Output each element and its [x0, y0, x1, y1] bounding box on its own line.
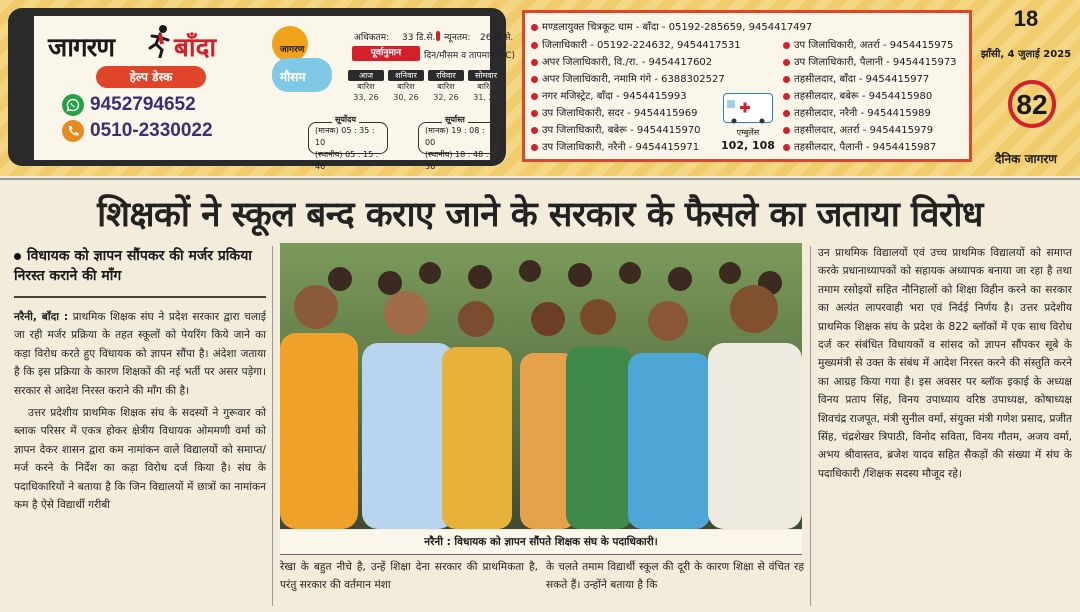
contact-row	[531, 124, 701, 137]
weather-widget	[268, 22, 515, 171]
forecast-text: दिन/मौसम व तापमान (°C)	[424, 51, 515, 61]
sunset-local: (स्थानीय) 18 : 48 : 36	[425, 150, 489, 171]
bullet-dot	[783, 76, 790, 83]
sunset-label: सूर्यास्त	[442, 114, 468, 125]
contact-text: उप जिलाधिकारी, अतर्रा - 9454415975	[794, 40, 954, 51]
contact-text: उप जिलाधिकारी, नरैनी - 9454415971	[542, 142, 700, 153]
bullet-dot	[783, 144, 790, 151]
contact-text: तहसीलदार, अतर्रा - 9454415979	[794, 125, 934, 136]
whatsapp-row	[62, 92, 196, 118]
forecast-badge: पूर्वानुमान	[352, 46, 420, 61]
photo-caption: नरैनी : विधायक को ज्ञापन सौंपते शिक्षक संघ के पदाधिकारी।	[280, 530, 802, 554]
column-rule	[272, 246, 273, 606]
max-value: 33 डि.से.	[402, 33, 436, 43]
bullet-dot	[531, 42, 538, 49]
bullet-dot	[783, 42, 790, 49]
contact-text: उप जिलाधिकारी, बबेरू - 9454415970	[542, 125, 701, 136]
bullet-dot	[14, 253, 21, 260]
forecast-day	[428, 70, 464, 103]
paragraph-text: उत्तर प्रदेशीय प्राथमिक शिक्षक संघ के सदस्यों ने गुरूवार को ब्लाक परिसर में एकत्र होकर क्षेत्रीय विधायक ओममणी वर्मा को ज्ञापन देकर शासन द्वारा कम नामांकन वाले विद्यालयों को समाप्त/मर्ज करने के निर्देश का कड़ा विरोध दर्ज किया है। संघ के पदाधिकारियों ने बताया है कि जिन विद्यालयों में छात्रों का नामांकन कम है ऐसे विद्यार्थी गरीबी	[14, 407, 266, 512]
ambulance-icon	[723, 93, 773, 123]
sunrise-local: (स्थानीय) 05 : 15 : 46	[315, 150, 379, 171]
phone-row	[62, 118, 213, 144]
paragraph-text: के चलते तमाम विद्यार्थी स्कूल की दूरी के कारण शिक्षा से वंचित रह सकते हैं। उन्होंने बताया है कि	[546, 561, 804, 592]
min-label: न्यूनतम:	[444, 33, 471, 43]
sunrise-box	[308, 122, 388, 171]
ambulance-numbers: 102, 108	[721, 139, 775, 152]
contact-row	[531, 141, 699, 154]
helpdesk-inner	[34, 16, 515, 171]
dateline: नरैनी, बाँदा :	[14, 311, 69, 323]
sunrise-label: सूर्योदय	[332, 114, 359, 125]
weather-jagran: जागरण	[280, 45, 305, 55]
column-rule	[810, 246, 811, 606]
bullet-dot	[531, 93, 538, 100]
thermometer-icon	[436, 31, 440, 41]
contact-row	[783, 39, 953, 52]
paragraph	[14, 308, 266, 400]
ambulance-block	[719, 89, 777, 159]
contact-row	[531, 56, 712, 69]
ambulance-label: एम्बुलेंस	[736, 128, 760, 137]
day-cond: बारिश	[357, 82, 375, 91]
forecast-day	[388, 70, 424, 103]
paragraph	[14, 404, 266, 514]
day-temp: 31, 26	[473, 93, 499, 102]
runner-icon	[146, 24, 174, 58]
caption-rule	[280, 554, 802, 555]
contact-text: मण्डलायुक्त चित्रकूट धाम - बाँदा - 05192-285659, 9454417497	[542, 22, 813, 33]
paragraph-text: रेखा के बहुत नीचे है, उन्हें शिक्षा देना सरकार की प्राथमिकता है, परंतु सरकार की वर्तमान मंशा	[280, 561, 538, 592]
sunset-std: (मानक) 19 : 08 : 00	[425, 126, 485, 147]
brand-jagran: जागरण	[48, 33, 115, 63]
whatsapp-number: 9452794652	[90, 94, 196, 115]
day-name: सोमवार	[468, 70, 504, 81]
paper-name: दैनिक जागरण	[995, 152, 1057, 166]
issue-date: झाँसी, 4 जुलाई 2025	[980, 49, 1072, 60]
article-column-1	[14, 308, 266, 514]
bullet-dot	[783, 93, 790, 100]
contact-row	[783, 90, 932, 103]
header-divider	[0, 178, 1080, 180]
day-name: रविवार	[428, 70, 464, 81]
photo-illustration	[280, 243, 802, 529]
helpdesk-panel	[8, 8, 515, 171]
day-cond: बारिश	[437, 82, 455, 91]
bullet-dot	[531, 144, 538, 151]
contact-text: तहसीलदार, पैलानी - 9454415987	[794, 142, 937, 153]
bullet-dot	[531, 127, 538, 134]
forecast-day	[468, 70, 504, 103]
logo-number: 82	[1016, 89, 1048, 120]
whatsapp-icon	[62, 94, 84, 116]
min-value: 26 डि.से.	[480, 33, 514, 43]
bullet-dot	[531, 24, 538, 31]
anniversary-82-logo	[1002, 74, 1062, 134]
kicker-text: विधायक को ज्ञापन सौंपकर की मर्जर प्रकिया निरस्त कराने की माँग	[14, 248, 252, 284]
day-temp: 30, 26	[393, 93, 419, 102]
contact-row	[531, 107, 698, 120]
sunset-box	[418, 122, 498, 171]
contact-text: तहसीलदार, नरैनी - 9454415989	[794, 108, 931, 119]
day-temp: 33, 26	[353, 93, 379, 102]
contact-text: अपर जिलाधिकारी, नमामि गंगे - 6388302527	[542, 74, 725, 85]
bullet-dot	[783, 127, 790, 134]
contact-row	[531, 73, 725, 86]
helpdesk-label: हेल्प डेस्क	[96, 66, 206, 88]
day-cond: बारिश	[397, 82, 415, 91]
brand-logo	[48, 24, 238, 70]
bullet-dot	[531, 110, 538, 117]
bullet-dot	[531, 59, 538, 66]
contact-row	[531, 90, 687, 103]
contact-row	[783, 73, 929, 86]
day-cond: बारिश	[477, 82, 495, 91]
masthead-block	[976, 4, 1076, 172]
article-kicker	[14, 246, 264, 286]
contact-row	[531, 39, 741, 52]
day-name: आज	[348, 70, 384, 81]
article-column-2a	[280, 558, 538, 595]
phone-icon	[62, 120, 84, 142]
paragraph-text: प्राथमिक शिक्षक संघ ने प्रदेश सरकार द्वारा चलाई जा रही मर्जर प्रक्रिया के तहत स्कूलों को पेयरिंग किये जाने का कड़ा विरोध करते हुए विधायक को ज्ञापन सौंपा है। अंदेशा जताया है कि इस प्रक्रिया के कारण शिक्षकों की नई भर्ती पर असर पड़ेगा। सरकार से आदेश निरस्त कराने की माँग की है।	[14, 311, 266, 397]
weather-mausam: मौसम	[280, 70, 306, 84]
contact-text: उप जिलाधिकारी, सदर - 9454415969	[542, 108, 698, 119]
forecast-day	[348, 70, 384, 103]
paragraph-text: उन प्राथमिक विद्यालयों एवं उच्च प्राथमिक विद्यालयों को समाप्त करके प्रधानाध्यापकों को सहायक अध्यापक बनाया जा रहा है तथा तमाम रसोइयों सहित नौनिहालों को शिक्षा विहीन करने का सरकार का अत्यंत लापरवाही भरा एवं निर्दई निर्णय है। उत्तर प्रदेशीय प्राथमिक शिक्षक संघ के प्रदेश के 822 ब्लॉकों में एक साथ विरोध दर्ज कर संबंधित विधायकों व सांसद को ज्ञापन सौंपकर सूबे के मुख्यमंत्री से उक्त के संबंध में आदेश निरस्त करने की संस्तुति करने का आग्रह किया गया है। इस अवसर पर ब्लॉक इकाई के अध्यक्ष विनय प्रताप सिंह, विनय उपाध्याय वरिष्ठ उपाध्यक्ष, कोषाध्यक्ष शिवचंद्र राजपूत, मंत्री सुनील वर्मा, संयुक्त मंत्री गणेश प्रसाद, प्रजीत सिंह, चंद्रशेखर त्रिपाठी, विनोद सविता, विनय गौतम, अजय वर्मा, अभय श्रीवास्तव, ब्रजेश यादव सहित सैकड़ों की संख्या में संघ के पदाधिकारी /शिक्षक सदस्य मौजूद रहे।	[818, 247, 1072, 480]
contact-row	[531, 21, 812, 34]
contact-text: तहसीलदार, बबेरू - 9454415980	[794, 91, 933, 102]
sunrise-std: (मानक) 05 : 35 : 10	[315, 126, 375, 147]
contact-row	[783, 141, 936, 154]
kicker-rule	[14, 296, 266, 298]
header-band	[0, 0, 1080, 176]
bullet-dot	[531, 76, 538, 83]
contact-text: अपर जिलाधिकारी, वि./रा. - 9454417602	[542, 57, 713, 68]
bullet-dot	[783, 59, 790, 66]
page-number: 18	[1013, 6, 1039, 31]
article-headline: शिक्षकों ने स्कूल बन्द कराए जाने के सरकार के फैसले का जताया विरोध	[97, 195, 983, 235]
contact-row	[783, 56, 957, 69]
bullet-dot	[783, 110, 790, 117]
contact-row	[783, 124, 933, 137]
contact-text: तहसीलदार, बाँदा - 9454415977	[794, 74, 930, 85]
contact-text: जिलाधिकारी - 05192-224632, 9454417531	[542, 40, 741, 51]
phone-number: 0510-2330022	[90, 120, 213, 141]
contact-row	[783, 107, 931, 120]
day-temp: 32, 26	[433, 93, 459, 102]
article-column-2b	[546, 558, 804, 595]
contacts-panel	[522, 10, 972, 162]
day-name: शनिवार	[388, 70, 424, 81]
article-photo	[280, 243, 802, 529]
contact-text: उप जिलाधिकारी, पैलानी - 9454415973	[794, 57, 957, 68]
article-column-3	[818, 244, 1072, 483]
contact-text: नगर मजिस्ट्रेट, बाँदा - 9454415993	[542, 91, 687, 102]
brand-banda: बाँदा	[174, 33, 217, 63]
max-label: अधिकतम:	[354, 33, 390, 43]
